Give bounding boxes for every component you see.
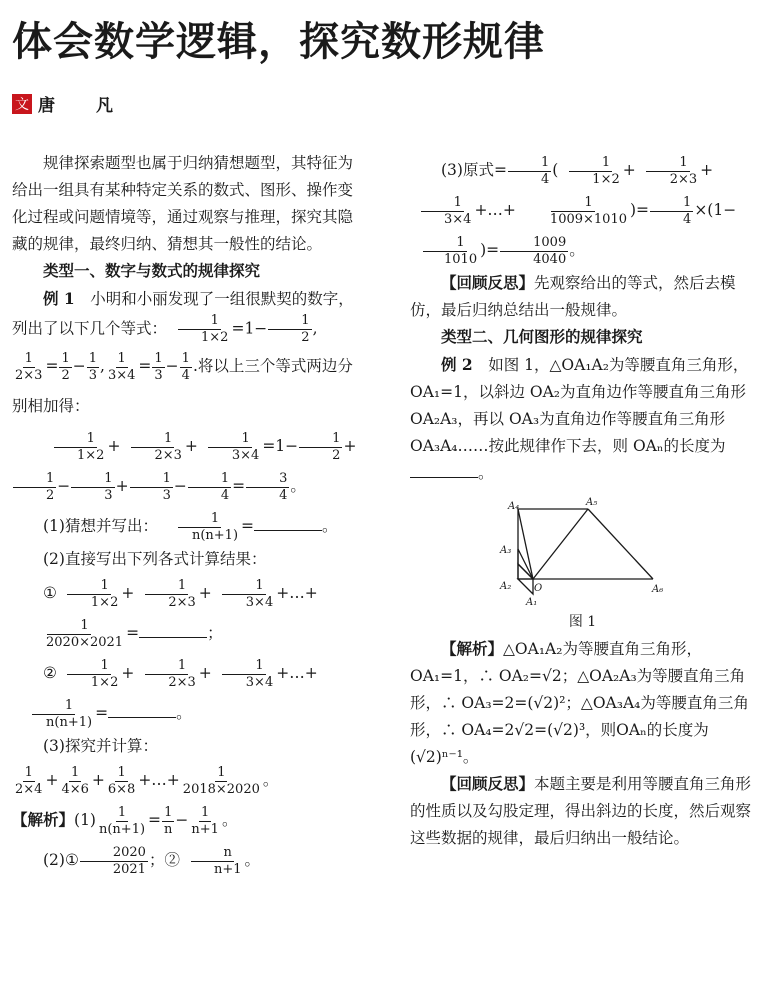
solution2: (2)① $\frac{2020}{2021}$ ；② $\frac{n}{n+1}$ 。 xyxy=(43,844,261,877)
fig-label-o: O xyxy=(533,583,542,594)
byline xyxy=(12,91,125,116)
article-title: 体会数学逻辑，探究数形规律 xyxy=(12,19,545,65)
solution1: 【解析】(1) $\frac{1}{n(n+1)}$ = $\frac{1}{n}$ − $\frac{1}{n+1}$ 。 xyxy=(12,804,238,837)
ex1-text2: 将以上三个等式两边分别相加得： xyxy=(12,357,353,415)
fig-label-a1: A₁ xyxy=(525,597,537,607)
question1: (1)猜想并写出： $\frac{1}{n(n+1)}$ = 。 xyxy=(43,510,338,543)
review1: 【回顾反思】先观察给出的等式，然后去模仿，最后归纳总结出一般规律。 xyxy=(410,274,736,319)
type2-heading: 类型二、几何图形的规律探究 xyxy=(441,328,643,346)
left-column xyxy=(12,150,362,880)
fig-label-a4: A₄ xyxy=(507,501,519,512)
question3: (3)探究并计算： xyxy=(43,737,158,755)
question2-b: ② $\frac{1}{1\times 2}$ + $\frac{1}{2\times 3}$ + $\frac{1}{3\times 4}$ +…+ $\frac{1}{n(n+1)}$ = 。 xyxy=(12,653,362,733)
fig-label-a3: A₃ xyxy=(499,545,511,556)
question2-a: ① $\frac{1}{1\times 2}$ + $\frac{1}{2\times 3}$ + $\frac{1}{3\times 4}$ +…+ $\frac{1}{2020\times 2021}$ = ； xyxy=(43,577,318,650)
fig-label-a2: A₂ xyxy=(499,581,511,592)
question3-expr: $\frac{1}{2\times 4}$ + $\frac{1}{4\times 6}$ + $\frac{1}{6\times 8}$ +…+ $\frac{1}{2018\times 2020}$ 。 xyxy=(15,764,279,797)
ex1-equations: $\frac{1}{2\times 3}$ = $\frac{1}{2}$ − $\frac{1}{3}$ , $\frac{1}{3\times 4}$ = $\frac{1}{3}$ − $\frac{1}{4}$ .将以上三个等式两边分别相加得： xyxy=(12,350,353,415)
fig-label-a6: A₆ xyxy=(651,584,663,595)
solution-ex2: 【解析】△OA₁A₂为等腰直角三角形，OA₁=1，∴ OA₂=√2；△OA₂A₃为等腰直角三角形，∴ OA₃=2=(√2)²；△OA₃A₄为等腰直角三角形，∴ OA₄=2√2=(√2)³，则OAₙ的长度为(√2)ⁿ⁻¹。 xyxy=(410,640,749,766)
right-column xyxy=(410,150,755,852)
author-name: 唐 凡 xyxy=(38,96,125,116)
ex1-text: 小明和小丽发现了一组很默契的数字，列出了以下几个等式： xyxy=(12,290,354,338)
intro-paragraph: 规律探索题型也属于归纳猜想题型，其特征为给出一组具有某种特定关系的数式、图形、操作变化过程或问题情境等，通过观察与推理，探究其隐藏的规律，最终归纳、猜想其一般性的结论。 xyxy=(12,154,354,253)
byline-tag: 文 xyxy=(12,94,32,114)
example2: 例 2 如图 1，△OA₁A₂为等腰直角三角形，OA₁=1，以斜边 OA₂为直角边作等腰直角三角形 OA₂A₃，再以 OA₃为直角边作等腰直角三角形 OA₃A₄……按此规律作下去，则 OAₙ的长度为。 xyxy=(410,355,749,482)
question2: (2)直接写出下列各式计算结果： xyxy=(43,550,267,568)
solution3: (3)原式= $\frac{1}{4}$ ( $\frac{1}{1\times 2}$ + $\frac{1}{2\times 3}$ + $\frac{1}{3\times 4}$ +…+ $\frac{1}{1009\times 1010}$ )= $\frac{1}{4}$ ×(1− $\frac{1}{1010}$ )= $\frac{1009}{4040}$ 。 xyxy=(410,150,755,270)
example1: 例 1 小明和小丽发现了一组很默契的数字，列出了以下几个等式： $\frac{1}{1\times 2}$ =1− $\frac{1}{2}$ , xyxy=(12,289,354,345)
sum-equation: $\frac{1}{1\times 2}$ + $\frac{1}{2\times 3}$ + $\frac{1}{3\times 4}$ =1− $\frac{1}{2}$ + $\frac{1}{2}$ − $\frac{1}{3}$ + $\frac{1}{3}$ − $\frac{1}{4}$ = $\frac{3}{4}$ 。 xyxy=(12,426,362,506)
figure-caption: 图 1 xyxy=(568,614,597,630)
ex1-label: 例 1 xyxy=(43,289,75,308)
fig-label-a5: A₅ xyxy=(585,497,597,508)
type1-heading: 类型一、数字与数式的规律探究 xyxy=(43,262,261,280)
figure-1 xyxy=(488,497,678,607)
review2: 【回顾反思】本题主要是利用等腰直角三角形的性质以及勾股定理，得出斜边的长度，然后观察这些数据的规律，最后归纳出一般结论。 xyxy=(410,775,752,847)
